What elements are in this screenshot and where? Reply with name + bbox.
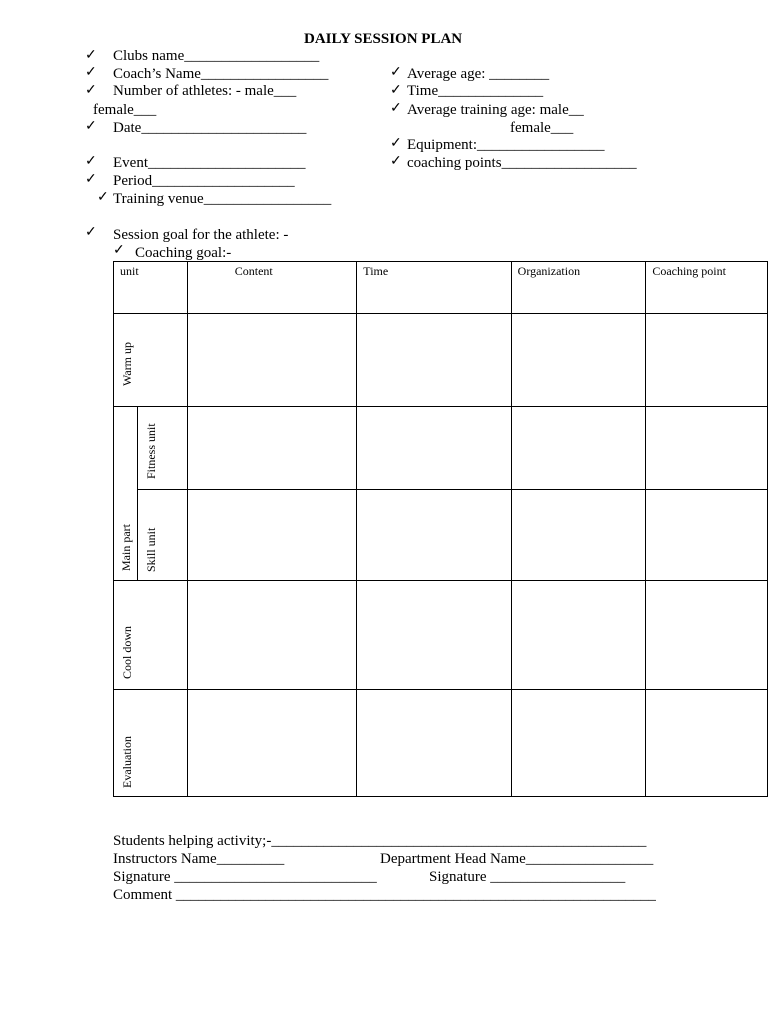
table-cell[interactable] <box>357 314 511 407</box>
coach-name-field: Coach’s Name_________________ <box>113 66 329 82</box>
check-icon: ✓ <box>85 119 97 134</box>
training-venue-field: Training venue_________________ <box>113 191 332 207</box>
table-cell[interactable] <box>646 407 768 490</box>
female-field-left: female___ <box>93 102 157 118</box>
check-icon: ✓ <box>85 48 97 63</box>
table-row <box>114 490 768 581</box>
header-unit: unit <box>120 264 139 278</box>
clubs-name-field: Clubs name__________________ <box>113 48 320 64</box>
table-cell[interactable] <box>511 690 646 797</box>
table-cell[interactable] <box>646 490 768 581</box>
table-cell[interactable] <box>187 407 357 490</box>
row-label-fitness-unit: Fitness unit <box>143 423 158 479</box>
check-icon: ✓ <box>85 65 97 80</box>
row-label-warm-up: Warm up <box>120 341 134 386</box>
table-cell[interactable] <box>187 490 357 581</box>
row-label-cool-down: Cool down <box>120 625 134 679</box>
table-cell[interactable] <box>511 314 646 407</box>
check-icon: ✓ <box>390 136 402 151</box>
date-field: Date______________________ <box>113 120 307 136</box>
time-field: Time______________ <box>407 83 544 99</box>
row-label-skill-unit: Skill unit <box>143 527 158 572</box>
check-icon: ✓ <box>113 243 125 258</box>
average-training-age-field: Average training age: male__ <box>407 102 584 118</box>
table-cell[interactable] <box>511 407 646 490</box>
table-row <box>114 407 768 490</box>
check-icon: ✓ <box>390 65 402 80</box>
table-row <box>114 690 768 797</box>
coaching-goal-label: Coaching goal:- <box>135 245 232 261</box>
event-field: Event_____________________ <box>113 155 306 171</box>
check-icon: ✓ <box>85 154 97 169</box>
table-cell[interactable] <box>187 690 357 797</box>
page-title: DAILY SESSION PLAN <box>304 31 463 47</box>
table-cell[interactable] <box>357 490 511 581</box>
table-cell[interactable] <box>357 407 511 490</box>
female-field-right: female___ <box>510 120 574 136</box>
equipment-field: Equipment:_________________ <box>407 137 605 153</box>
check-icon: ✓ <box>390 101 402 116</box>
check-icon: ✓ <box>85 225 97 240</box>
header-content: Content <box>234 264 273 278</box>
check-icon: ✓ <box>85 172 97 187</box>
table-header-row <box>114 262 768 314</box>
table-cell[interactable] <box>646 314 768 407</box>
instructors-name-field: Instructors Name_________ <box>113 851 285 867</box>
check-icon: ✓ <box>85 83 97 98</box>
table-cell[interactable] <box>511 581 646 690</box>
check-icon: ✓ <box>97 190 109 205</box>
table-cell[interactable] <box>511 490 646 581</box>
signature-left-field: Signature ___________________________ <box>113 869 377 885</box>
department-head-field: Department Head Name_________________ <box>380 851 654 867</box>
coaching-points-field: coaching points__________________ <box>407 155 637 171</box>
number-of-athletes-field: Number of athletes: - male___ <box>113 83 297 99</box>
period-field: Period___________________ <box>113 173 295 189</box>
session-plan-table <box>113 261 768 797</box>
table-cell[interactable] <box>646 690 768 797</box>
session-goal-label: Session goal for the athlete: - <box>113 227 289 243</box>
table-row <box>114 581 768 690</box>
row-label-evaluation: Evaluation <box>120 736 134 788</box>
header-time: Time <box>363 264 389 278</box>
check-icon: ✓ <box>390 83 402 98</box>
signature-right-field: Signature __________________ <box>429 869 626 885</box>
table-cell[interactable] <box>646 581 768 690</box>
header-organization: Organization <box>517 264 581 278</box>
table-cell[interactable] <box>357 690 511 797</box>
table-row <box>114 314 768 407</box>
students-helping-field: Students helping activity;-__________________________________________________ <box>113 833 647 849</box>
header-coaching-point: Coaching point <box>652 264 726 278</box>
average-age-field: Average age: ________ <box>407 66 550 82</box>
check-icon: ✓ <box>390 154 402 169</box>
table-cell[interactable] <box>187 581 357 690</box>
row-label-main-part: Main part <box>119 524 133 571</box>
comment-field: Comment ________________________________________________________________ <box>113 887 656 903</box>
table-cell[interactable] <box>357 581 511 690</box>
table-cell[interactable] <box>187 314 357 407</box>
